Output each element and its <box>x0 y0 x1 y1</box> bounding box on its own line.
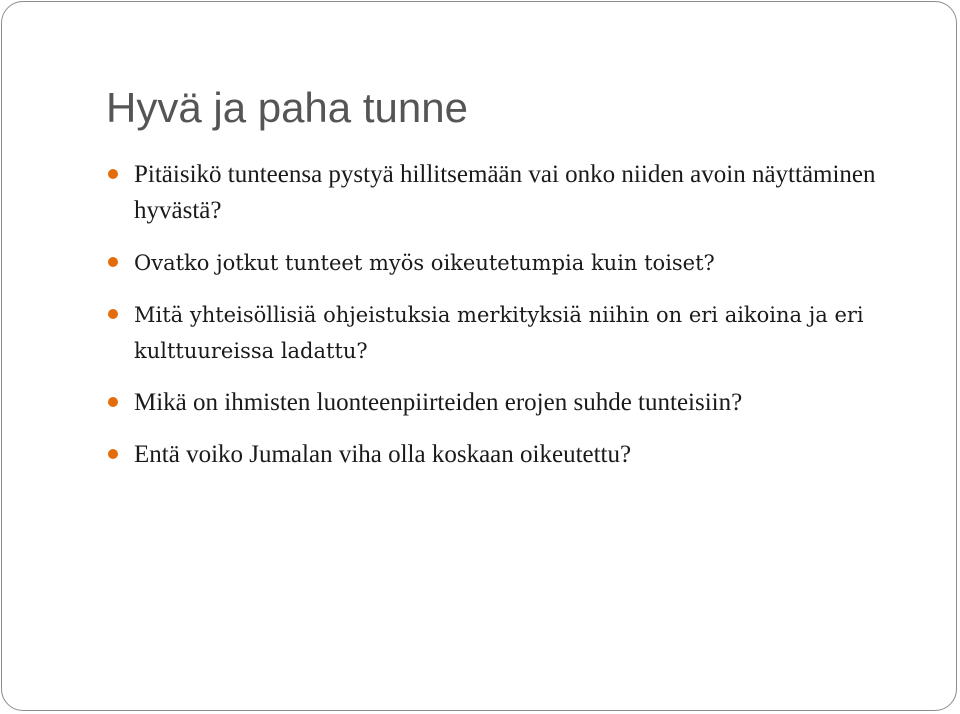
bullet-item <box>106 297 926 369</box>
bullet-dot-icon <box>108 309 118 319</box>
bullet-text: Mikä on ihmisten luonteenpiirteiden erojen suhde tunteisiin? <box>134 389 743 416</box>
bullet-text: Entä voiko Jumalan viha olla koskaan oikeutettu? <box>134 441 632 468</box>
slide-title: Hyvä ja paha tunne <box>106 84 468 131</box>
bullet-dot-icon <box>108 397 118 407</box>
bullet-item <box>106 385 926 421</box>
bullet-list <box>106 157 926 489</box>
bullet-dot-icon <box>108 257 118 267</box>
bullet-dot-icon <box>108 449 118 459</box>
bullet-text: Ovatko jotkut tunteet myös oikeutetumpia kuin toiset? <box>134 251 715 275</box>
slide <box>1 1 957 711</box>
bullet-text: Pitäisikö tunteensa pystyä hillitsemään vai onko niiden avoin näyttäminen hyvästä? <box>134 161 876 224</box>
bullet-item <box>106 157 926 229</box>
bullet-item <box>106 437 926 473</box>
bullet-item <box>106 245 926 281</box>
bullet-text: Mitä yhteisöllisiä ohjeistuksia merkityksiä niihin on eri aikoina ja eri kulttuureissa ladattu? <box>134 303 864 363</box>
bullet-dot-icon <box>108 169 118 179</box>
